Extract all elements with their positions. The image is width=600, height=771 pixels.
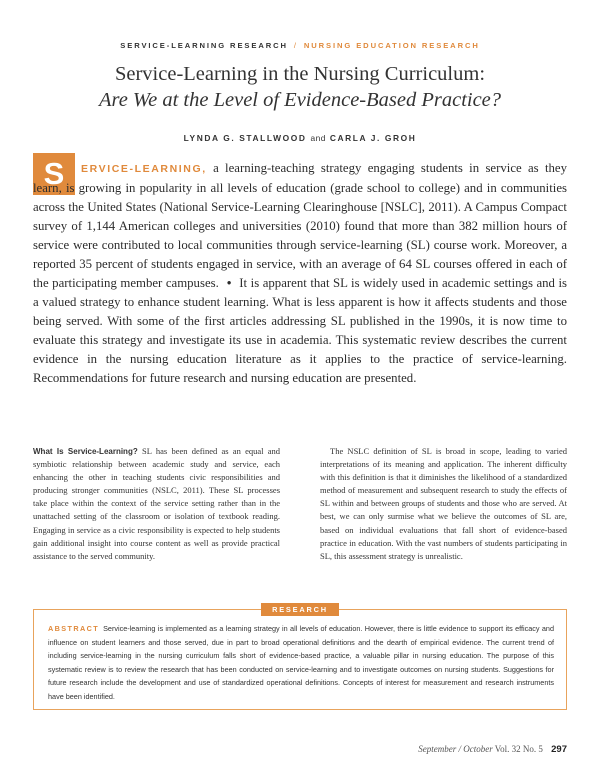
running-header [0,41,600,50]
abstract-label: ABSTRACT [48,624,100,633]
bullet-separator: • [226,276,232,290]
page-footer [418,744,567,755]
header-section-right: NURSING EDUCATION RESEARCH [303,41,480,50]
body-column-left [33,445,280,563]
author-conjunction: and [310,133,326,143]
body-column-right [320,445,567,563]
header-separator: / [293,41,298,50]
section-heading: What Is Service-Learning? [33,447,138,456]
header-section-left: SERVICE-LEARNING RESEARCH [120,41,288,50]
author-second: CARLA J. GROH [329,133,417,143]
paragraph-text: SL has been defined as an equal and symbiotic relationship between academic study and service, each enhancing the other in teaching students civic responsibilities and producing stronger communities (NSLC, 2011). These SL processes take place within the context of the service setting rather than in the unattached setting of the classroom or isolation of textbook reading. Engaging in service as a civic responsibility is expected to help students gain additional insight into course content as well as provide practical assistance to the served community. [33,446,281,561]
paragraph: The NSLC definition of SL is broad in scope, leading to varied interpretations of its meaning and application. The inherent difficulty with this definition is that it diminishes the likelihood of a standardized method of measurement and subsequent research to study the effects of SL within and between groups of students and those who are served. At best, we can only surmise what we believe the outcomes of SL are, based on individual evaluations that fall short of evidence-based practice in education. With the vast numbers of students participating in SL, this assessment strategy is unrealistic. [320,446,567,561]
lead-paragraph [33,159,567,388]
abstract-section-tag: RESEARCH [261,603,339,616]
footer-volume: Vol. 32 No. 5 [494,744,543,754]
page-number: 297 [551,744,567,755]
article-title: Service-Learning in the Nursing Curriculum: [114,63,486,85]
author-first: LYNDA G. STALLWOOD [183,133,307,143]
paragraph [33,445,280,563]
drop-cap: S [33,153,75,195]
abstract-text-block [48,622,554,704]
article-subtitle: Are We at the Level of Evidence-Based Practice? [98,89,502,111]
lead-word: ERVICE-LEARNING, [81,163,207,175]
lead-text-part2: It is apparent that SL is widely used in academic settings and is a valued strategy to enhance student learning. What is less apparent is how it affects students and those being served. With some of the first articles addressing SL published in the 1990s, it is now time to evaluate this strategy and investigate its use in academia. This systematic review describes the current evidence in the nursing education literature as it applies to the practice of service-learning. Recommendations for future research and nursing education are presented. [33,276,568,385]
author-line [0,133,600,143]
lead-text-part1: a learning-teaching strategy engaging students in service as they learn, is growing in popularity in all levels of education (grade school to college) and in communities across the United States (National Service-Learning Clearinghouse [NSLC], 2011). A Campus Compact survey of 1,144 American colleges and universities (2010) found that more than 382 million hours of service were contributed to local communities through service-learning (SL) course work. Moreover, a reported 35 percent of students engaged in service, with an average of 64 SL courses offered in each of the participating member campuses. [33,161,567,290]
footer-issue: September / October [418,744,493,754]
abstract-body: Service-learning is implemented as a learning strategy in all levels of education. However, there is little evidence to support its efficacy and influence on student learners and those served, due in part to broad operational definitions and the dearth of empirical evidence. The current trend of including service-learning in the nursing curriculum falls short of evidence-based practice, a valuable pillar in nursing education. The purpose of this systematic review is to review the research that has been conducted on service-learning and to investigate outcomes on nursing students. Suggestions for future research include the development and use of standardized operational definitions. Concepts of interest for measurement and research instruments have been identified. [48,624,554,701]
